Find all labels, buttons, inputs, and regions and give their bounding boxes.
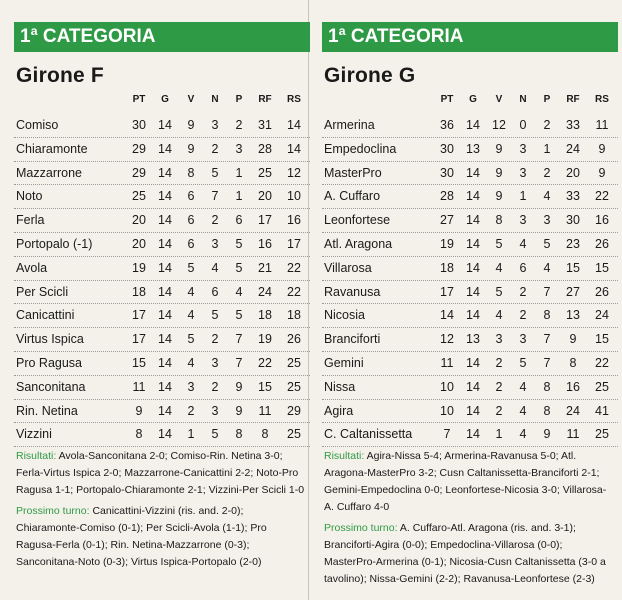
goals-against: 26 [287,332,301,347]
standings-table [322,114,618,447]
losses: 8 [235,427,243,442]
team-name: Mazzarrone [16,165,82,180]
goals-against: 15 [595,260,609,275]
goals-against: 16 [595,213,609,228]
goals-for: 15 [258,379,272,394]
goals-for: 16 [258,236,272,251]
wins: 9 [495,189,503,204]
games: 14 [158,284,172,299]
team-name: Ferla [16,213,45,228]
losses: 7 [235,332,243,347]
goals-against: 14 [287,118,301,132]
table-row [322,376,618,400]
wins: 9 [187,118,195,132]
wins: 5 [187,332,195,347]
goals-for: 25 [258,165,272,180]
points: 29 [132,165,146,180]
goals-against: 22 [287,260,301,275]
header-g: G [161,94,169,105]
losses: 7 [543,284,551,299]
losses: 4 [235,284,243,299]
points: 19 [440,236,454,251]
goals-against: 22 [595,189,609,204]
goals-against: 25 [287,427,301,442]
goals-against: 15 [595,332,609,347]
next-round-text: Canicattini-Vizzini (ris. and. 2-0); Chiaramonte-Comiso (0-1); Per Scicli-Avola (1-1); Pro Ragusa-Ferla (0-1); Rin. Netina-Mazzarrone (0-3); Sanconitana-Noto (0-3); Virtus Ispica-Portopalo (2-0) [16,505,267,568]
table-row [14,233,310,257]
losses: 9 [235,403,243,418]
games: 14 [466,284,480,299]
draws: 3 [519,332,527,347]
goals-against: 10 [287,189,301,204]
games: 14 [466,189,480,204]
points: 30 [440,165,454,180]
table-row [14,328,310,352]
losses: 1 [235,165,243,180]
team-name: A. Cuffaro [324,189,381,204]
goals-against: 12 [287,165,301,180]
table-row [14,281,310,305]
points: 18 [440,260,454,275]
points: 11 [132,379,146,394]
goals-for: 11 [258,403,272,418]
losses: 5 [235,308,243,323]
points: 10 [440,379,454,394]
draws: 4 [519,403,527,418]
losses: 7 [543,355,551,370]
losses: 1 [543,141,551,156]
games: 14 [158,403,172,418]
table-row [322,257,618,281]
wins: 3 [495,332,503,347]
goals-against: 11 [595,118,609,132]
wins: 4 [187,284,195,299]
table-row [322,233,618,257]
header-p: P [543,94,551,105]
draws: 7 [211,189,219,204]
goals-for: 33 [566,118,580,132]
goals-for: 8 [569,355,577,370]
goals-against: 17 [287,236,301,251]
results-paragraph [16,448,308,499]
games: 14 [158,165,172,180]
wins: 9 [495,141,503,156]
losses: 7 [543,332,551,347]
team-name: Per Scicli [16,284,69,299]
girone-f-column [14,0,310,600]
draws: 5 [211,427,219,442]
table-header [322,94,618,110]
team-name: Rin. Netina [16,403,78,418]
losses: 5 [235,260,243,275]
team-name: MasterPro [324,165,382,180]
draws: 2 [519,308,527,323]
table-row [322,304,618,328]
goals-for: 18 [258,308,272,323]
losses: 8 [543,403,551,418]
games: 14 [158,141,172,156]
points: 17 [440,284,454,299]
points: 14 [440,308,454,323]
losses: 8 [543,308,551,323]
notes [16,448,308,575]
draws: 2 [211,379,219,394]
team-name: C. Caltanissetta [324,427,413,442]
draws: 4 [211,260,219,275]
wins: 3 [187,379,195,394]
header-rf: RF [258,94,272,105]
losses: 6 [235,213,243,228]
goals-against: 24 [595,308,609,323]
draws: 6 [519,260,527,275]
next-round-paragraph [16,503,308,571]
games: 14 [158,379,172,394]
games: 14 [158,308,172,323]
team-name: Pro Ragusa [16,355,83,370]
team-name: Sanconitana [16,379,86,394]
group-title: Girone G [324,64,416,87]
goals-for: 8 [261,427,269,442]
goals-for: 33 [566,189,580,204]
losses: 4 [543,260,551,275]
goals-for: 22 [258,355,272,370]
games: 14 [466,355,480,370]
points: 20 [132,213,146,228]
games: 14 [158,355,172,370]
team-name: Leonfortese [324,213,391,228]
table-row [14,423,310,447]
team-name: Villarosa [324,260,372,275]
goals-for: 20 [566,165,580,180]
next-round-paragraph [324,520,616,588]
draws: 3 [519,141,527,156]
table-header [14,94,310,110]
header-g: G [469,94,477,105]
goals-against: 26 [595,236,609,251]
games: 14 [466,403,480,418]
draws: 4 [519,236,527,251]
goals-for: 31 [258,118,272,132]
team-name: Ravanusa [324,284,381,299]
table-row [14,257,310,281]
team-name: Virtus Ispica [16,332,84,347]
points: 10 [440,403,454,418]
next-round-label: Prossimo turno: [16,505,90,517]
draws: 2 [211,332,219,347]
team-name: Nicosia [324,308,365,323]
points: 27 [440,213,454,228]
next-round-label: Prossimo turno: [324,522,398,534]
wins: 2 [495,355,503,370]
games: 14 [466,213,480,228]
goals-against: 16 [287,213,301,228]
draws: 2 [211,141,219,156]
games: 13 [466,332,480,347]
table-row [322,138,618,162]
team-name: Nissa [324,379,356,394]
goals-against: 26 [595,284,609,299]
games: 14 [466,165,480,180]
games: 14 [466,308,480,323]
losses: 2 [235,118,243,132]
wins: 8 [495,213,503,228]
losses: 5 [235,236,243,251]
wins: 5 [187,260,195,275]
points: 25 [132,189,146,204]
table-row [14,162,310,186]
team-name: Canicattini [16,308,75,323]
team-name: Avola [16,260,48,275]
draws: 5 [519,355,527,370]
group-title: Girone F [16,64,104,87]
category-banner: 1ª CATEGORIA [14,22,310,52]
goals-against: 41 [595,403,609,418]
goals-against: 9 [598,165,606,180]
goals-for: 13 [566,308,580,323]
wins: 6 [187,236,195,251]
losses: 3 [235,141,243,156]
points: 19 [132,260,146,275]
points: 36 [440,118,454,132]
table-row [322,423,618,447]
goals-for: 16 [566,379,580,394]
wins: 9 [495,165,503,180]
header-v: V [495,94,503,105]
wins: 9 [187,141,195,156]
points: 17 [132,308,146,323]
table-row [322,209,618,233]
table-row [322,328,618,352]
results-label: Risultati: [324,450,365,462]
header-p: P [235,94,243,105]
wins: 4 [495,260,503,275]
goals-against: 9 [598,141,606,156]
losses: 8 [543,379,551,394]
wins: 12 [492,118,506,132]
goals-for: 23 [566,236,580,251]
table-row [14,352,310,376]
table-row [322,281,618,305]
losses: 9 [543,427,551,442]
girone-g-column [322,0,618,600]
goals-against: 25 [287,355,301,370]
header-pt: PT [440,94,454,105]
wins: 2 [187,403,195,418]
games: 14 [158,236,172,251]
goals-for: 24 [566,403,580,418]
points: 9 [135,403,143,418]
draws: 3 [519,213,527,228]
games: 14 [466,236,480,251]
draws: 4 [519,427,527,442]
points: 30 [440,141,454,156]
draws: 3 [211,236,219,251]
goals-for: 15 [566,260,580,275]
header-n: N [211,94,219,105]
losses: 7 [235,355,243,370]
wins: 6 [187,189,195,204]
team-name: Gemini [324,355,364,370]
goals-against: 25 [287,379,301,394]
wins: 8 [187,165,195,180]
draws: 3 [519,165,527,180]
team-name: Noto [16,189,43,204]
team-name: Branciforti [324,332,381,347]
wins: 5 [495,284,503,299]
goals-for: 30 [566,213,580,228]
results-label: Risultati: [16,450,57,462]
points: 28 [440,189,454,204]
goals-for: 24 [566,141,580,156]
draws: 5 [211,165,219,180]
wins: 2 [495,379,503,394]
draws: 3 [211,403,219,418]
next-round-text: A. Cuffaro-Atl. Aragona (ris. and. 3-1); Branciforti-Agira (0-0); Empedoclina-Villarosa (0-0); MasterPro-Armerina (0-1); Nicosia-Cusn Caltanissetta (3-0 a tavolino); Nissa-Gemini (2-2); Ravanusa-Leonfortese (2-3) [324,522,606,585]
results-paragraph [324,448,616,516]
games: 14 [466,118,480,132]
table-row [322,114,618,138]
table-row [14,114,310,138]
losses: 5 [543,236,551,251]
goals-for: 27 [566,284,580,299]
games: 14 [158,427,172,442]
team-name: Vizzini [16,427,52,442]
team-name: Atl. Aragona [324,236,393,251]
wins: 2 [495,403,503,418]
goals-against: 29 [287,403,301,418]
games: 14 [466,379,480,394]
table-row [14,304,310,328]
header-rs: RS [287,94,301,105]
goals-for: 28 [258,141,272,156]
wins: 4 [187,355,195,370]
games: 14 [466,427,480,442]
draws: 2 [519,284,527,299]
goals-against: 22 [595,355,609,370]
draws: 2 [211,213,219,228]
results-text: Agira-Nissa 5-4; Armerina-Ravanusa 5-0; Atl. Aragona-MasterPro 3-2; Cusn Caltanissetta-Branciforti 2-1; Gemini-Empedoclina 0-0; Leonfortese-Nicosia 3-0; Villarosa-A. Cuffaro 4-0 [324,450,607,513]
goals-against: 25 [595,379,609,394]
draws: 4 [519,379,527,394]
category-banner: 1ª CATEGORIA [322,22,618,52]
points: 17 [132,332,146,347]
table-row [322,162,618,186]
results-text: Avola-Sanconitana 2-0; Comiso-Rin. Netina 3-0; Ferla-Virtus Ispica 2-0; Mazzarrone-Canicattini 2-2; Noto-Pro Ragusa 1-1; Portopalo-Chiaramonte 2-1; Vizzini-Per Scicli 1-0 [16,450,305,496]
games: 14 [158,213,172,228]
draws: 0 [519,118,527,132]
losses: 2 [543,165,551,180]
table-row [14,209,310,233]
header-rf: RF [566,94,580,105]
draws: 3 [211,118,219,132]
losses: 2 [543,118,551,132]
team-name: Portopalo (-1) [16,236,93,251]
team-name: Comiso [16,118,59,132]
points: 8 [135,427,143,442]
table-row [322,352,618,376]
goals-against: 18 [287,308,301,323]
notes [324,448,616,592]
draws: 6 [211,284,219,299]
team-name: Empedoclina [324,141,397,156]
header-pt: PT [132,94,146,105]
games: 14 [158,189,172,204]
draws: 5 [211,308,219,323]
team-name: Agira [324,403,354,418]
goals-against: 25 [595,427,609,442]
points: 7 [443,427,451,442]
team-name: Armerina [324,118,375,132]
goals-for: 21 [258,260,272,275]
goals-for: 24 [258,284,272,299]
points: 11 [440,355,454,370]
points: 15 [132,355,146,370]
draws: 3 [211,355,219,370]
header-n: N [519,94,527,105]
games: 14 [158,118,172,132]
losses: 4 [543,189,551,204]
draws: 1 [519,189,527,204]
wins: 1 [187,427,195,442]
goals-for: 9 [569,332,577,347]
team-name: Chiaramonte [16,141,88,156]
wins: 4 [187,308,195,323]
points: 20 [132,236,146,251]
points: 18 [132,284,146,299]
goals-for: 17 [258,213,272,228]
games: 14 [466,260,480,275]
games: 13 [466,141,480,156]
games: 14 [158,260,172,275]
header-rs: RS [595,94,609,105]
goals-for: 19 [258,332,272,347]
goals-for: 11 [566,427,580,442]
losses: 9 [235,379,243,394]
table-row [14,138,310,162]
wins: 4 [495,308,503,323]
standings-table [14,114,310,447]
table-row [14,185,310,209]
header-v: V [187,94,195,105]
wins: 1 [495,427,503,442]
goals-for: 20 [258,189,272,204]
wins: 5 [495,236,503,251]
losses: 3 [543,213,551,228]
table-row [322,185,618,209]
points: 12 [440,332,454,347]
goals-against: 14 [287,141,301,156]
wins: 6 [187,213,195,228]
losses: 1 [235,189,243,204]
points: 29 [132,141,146,156]
goals-against: 22 [287,284,301,299]
table-row [322,400,618,424]
table-row [14,376,310,400]
points: 30 [132,118,146,132]
table-row [14,400,310,424]
games: 14 [158,332,172,347]
